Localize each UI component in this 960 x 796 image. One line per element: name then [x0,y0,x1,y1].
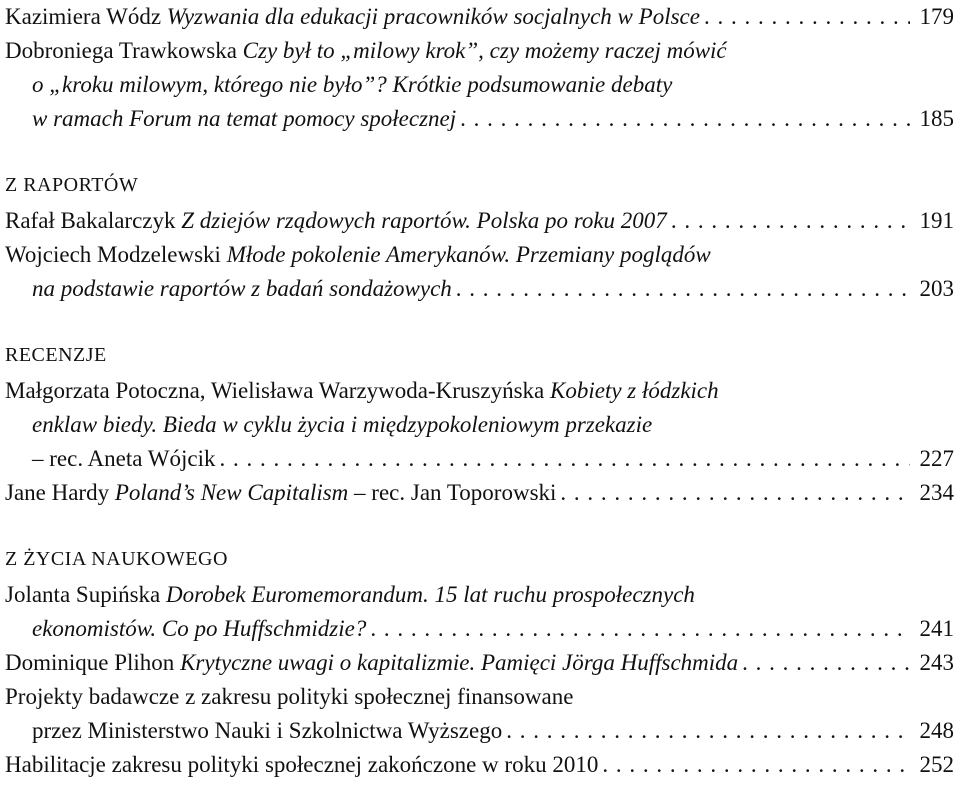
entry-title-continued: o „kroku milowym, którego nie było”? Krótkie podsumowanie debaty [32,72,673,97]
leader-dots [742,646,909,680]
leader-dots [456,272,910,306]
entry-page-number: 185 [919,106,954,131]
toc-entry-hardy [5,476,954,510]
toc-entry-bakalarczyk [5,204,954,238]
entry-author: Małgorzata Potoczna, Wielisława Warzywoda-Kruszyńska [5,378,545,403]
entry-title: Krytyczne uwagi o kapitalizmie. Pamięci Jörga Huffschmida [180,650,739,675]
entry-title-continued: enklaw biedy. Bieda w cyklu życia i międzypokoleniowym przekazie [32,412,653,437]
entry-author: Dominique Plihon [5,650,175,675]
entry-author: Jolanta Supińska [5,582,161,607]
leader-dots [602,748,909,782]
leader-dots [220,442,910,476]
entry-author: Kazimiera Wódz [5,4,162,29]
toc-entry-trawkowska [5,34,954,136]
section-title-academic-life: Z ŻYCIA NAUKOWEGO [5,548,228,570]
leader-dots [704,0,910,34]
entry-page-number: 179 [919,4,954,29]
toc-entry-potoczna [5,374,954,476]
entry-page-number: 248 [919,718,954,743]
entry-page-number: 241 [919,616,954,641]
leader-dots [671,204,910,238]
leader-dots [506,714,909,748]
toc-entry-plihon [5,646,954,680]
entry-title: Z dziejów rządowych raportów. Polska po roku 2007 [181,208,667,233]
entry-title-continued: w ramach Forum na temat pomocy społecznej [32,106,457,131]
entry-title: Poland’s New Capitalism [114,480,349,505]
entry-title: Młode pokolenie Amerykanów. Przemiany poglądów [226,242,711,267]
entry-text-continued: przez Ministerstwo Nauki i Szkolnictwa Wyższego [32,718,503,743]
entry-reviewer: – rec. Jan Toporowski [354,480,557,505]
entry-title-continued: na podstawie raportów z badań sondażowych [32,276,452,301]
entry-page-number: 203 [919,276,954,301]
entry-author: Jane Hardy [5,480,110,505]
entry-author: Dobroniega Trawkowska [5,38,237,63]
toc-entry-modzelewski [5,238,954,306]
entry-reviewer: – rec. Aneta Wójcik [32,446,216,471]
section-title-reports: Z RAPORTÓW [5,174,139,196]
toc-entry-research-projects [5,680,954,748]
entry-page-number: 227 [919,446,954,471]
entry-title: Kobiety z łódzkich [550,378,719,403]
entry-author: Wojciech Modzelewski [5,242,221,267]
leader-dots [370,612,909,646]
toc-entry-supinska [5,578,954,646]
entry-page-number: 243 [919,650,954,675]
entry-text: Projekty badawcze z zakresu polityki społecznej finansowane [5,684,574,709]
toc-entry-habilitations [5,748,954,782]
toc-entry-wodz [5,0,954,34]
entry-author: Rafał Bakalarczyk [5,208,176,233]
entry-title: Wyzwania dla edukacji pracowników socjalnych w Polsce [166,4,700,29]
entry-title-continued: ekonomistów. Co po Huffschmidzie? [32,616,367,641]
leader-dots [460,102,909,136]
entry-page-number: 191 [919,208,954,233]
section-title-reviews: RECENZJE [5,344,107,366]
entry-page-number: 234 [919,480,954,505]
leader-dots [560,476,909,510]
entry-text: Habilitacje zakresu polityki społecznej zakończone w roku 2010 [5,752,599,777]
entry-title: Czy był to „milowy krok”, czy możemy raczej mówić [242,38,727,63]
entry-title: Dorobek Euromemorandum. 15 lat ruchu prospołecznych [166,582,695,607]
entry-page-number: 252 [919,752,954,777]
